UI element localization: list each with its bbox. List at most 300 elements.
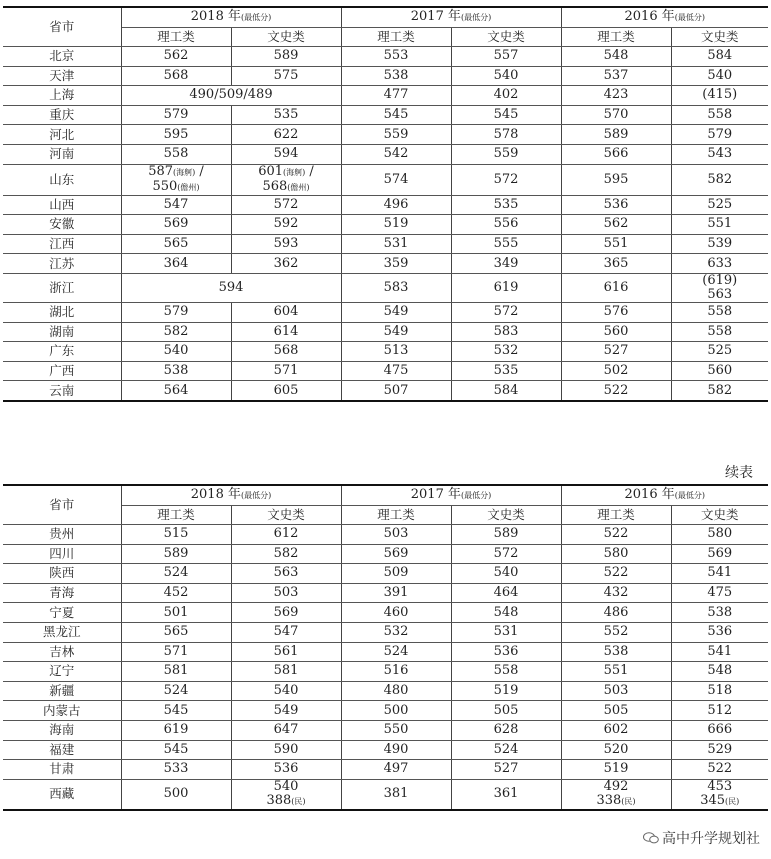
watermark-text: 高中升学规划社 (662, 831, 760, 847)
cell-value: 601 (258, 163, 284, 179)
table-row (3, 164, 768, 195)
cell-value: 595 (163, 126, 189, 142)
province-cell (3, 564, 121, 584)
province-name: 广东 (49, 343, 75, 359)
cell-value: 549 (273, 702, 299, 718)
cell-value: 541 (707, 565, 733, 581)
cell-value: 536 (707, 624, 733, 640)
score-cell (451, 273, 561, 302)
score-cell-split: 587(海舸) / 550(儋州) (121, 164, 231, 195)
cell-value: 612 (273, 526, 299, 542)
cell-value: 359 (383, 255, 409, 271)
province-cell (3, 381, 121, 401)
cell-value: 540 (493, 67, 519, 83)
cell-value: 561 (273, 643, 299, 659)
province-cell (3, 361, 121, 381)
score-cell (121, 564, 231, 584)
cell-value: 522 (603, 526, 629, 542)
year-note: (最低分) (674, 491, 705, 500)
cell-value: 563 (707, 286, 733, 302)
score-cell (561, 86, 671, 106)
sci-label: 理工类 (597, 29, 635, 44)
cell-value: 552 (603, 624, 629, 640)
cell-value: 524 (383, 643, 409, 659)
score-cell (231, 47, 341, 67)
cell-value: 536 (273, 761, 299, 777)
cell-value: 562 (603, 216, 629, 232)
cell-value: 565 (163, 236, 189, 252)
score-cell (561, 302, 671, 322)
header-sci (121, 506, 231, 525)
score-cell (451, 66, 561, 86)
province-cell (3, 164, 121, 195)
score-cell-split: 492 338(民) (561, 779, 671, 810)
score-cell (671, 47, 768, 67)
score-cell-split: 540 388(民) (231, 779, 341, 810)
score-cell (561, 125, 671, 145)
year-label: 2018 年 (190, 9, 241, 24)
score-cell (561, 525, 671, 545)
arts-label: 文史类 (700, 507, 739, 522)
cell-value: 388 (266, 792, 292, 808)
cell-value: 381 (383, 786, 409, 802)
cell-value: 522 (603, 382, 629, 398)
score-cell (231, 254, 341, 274)
score-cell (451, 125, 561, 145)
cell-value: (415) (702, 87, 738, 103)
score-cell (451, 564, 561, 584)
cell-value: 548 (493, 604, 519, 620)
cell-value: 558 (707, 304, 733, 320)
cell-value: 575 (273, 67, 299, 83)
cell-value: 616 (603, 279, 629, 295)
cell-value: 582 (707, 171, 733, 187)
cell-value: 557 (493, 48, 519, 64)
arts-label: 文史类 (487, 29, 525, 44)
score-cell (671, 681, 768, 701)
cell-value: 503 (273, 585, 299, 601)
cell-value: 543 (707, 146, 733, 162)
header-sci (561, 506, 671, 525)
cell-value: 604 (273, 304, 299, 320)
score-cell-split: 453 345(民) (671, 779, 768, 810)
cell-value: 536 (493, 643, 519, 659)
province-cell (3, 105, 121, 125)
score-cell (231, 361, 341, 381)
score-cell (231, 720, 341, 740)
cell-value: 538 (383, 67, 409, 83)
score-cell (341, 66, 451, 86)
score-cell (561, 254, 671, 274)
score-cell (121, 779, 231, 810)
cell-value: 576 (603, 304, 629, 320)
score-cell (671, 254, 768, 274)
province-cell (3, 525, 121, 545)
header-year (121, 7, 341, 28)
province-cell (3, 86, 121, 106)
cell-value: 486 (603, 604, 629, 620)
score-cell (451, 583, 561, 603)
cell-value: 503 (383, 526, 409, 542)
cell-value: 512 (707, 702, 733, 718)
cell-value: 558 (707, 323, 733, 339)
score-cell (121, 322, 231, 342)
cell-value: 501 (163, 604, 189, 620)
score-cell (121, 662, 231, 682)
table-row (3, 681, 768, 701)
province-name: 北京 (49, 48, 75, 64)
table-row (3, 525, 768, 545)
score-cell (341, 164, 451, 195)
cell-value: 560 (707, 363, 733, 379)
cell-value: 549 (383, 304, 409, 320)
score-cell (561, 215, 671, 235)
province-cell (3, 195, 121, 215)
arts-label: 文史类 (267, 507, 305, 522)
table-row (3, 105, 768, 125)
score-cell (341, 302, 451, 322)
score-cell (121, 603, 231, 623)
score-cell (341, 361, 451, 381)
province-name: 内蒙古 (42, 702, 81, 718)
cell-value: 362 (273, 255, 299, 271)
header-year (341, 485, 561, 506)
cell-value: 513 (383, 343, 409, 359)
score-cell (121, 760, 231, 780)
table-row (3, 544, 768, 564)
score-cell (451, 47, 561, 67)
score-cell (231, 66, 341, 86)
cell-value: 505 (603, 702, 629, 718)
score-table-1 (3, 6, 768, 402)
score-cell (671, 125, 768, 145)
province-name: 宁夏 (49, 604, 75, 620)
score-cell (451, 105, 561, 125)
cell-value: 550 (152, 178, 178, 194)
score-cell (341, 564, 451, 584)
score-cell (341, 662, 451, 682)
cell-value: 545 (493, 107, 519, 123)
cell-value: 666 (707, 722, 733, 738)
score-cell (341, 583, 451, 603)
score-cell (561, 662, 671, 682)
cell-value: 477 (383, 87, 409, 103)
header-arts (671, 506, 768, 525)
score-cell (231, 144, 341, 164)
cell-value: 579 (163, 107, 189, 123)
cell-value: 503 (603, 683, 629, 699)
cell-value: 582 (707, 382, 733, 398)
arts-label: 文史类 (487, 507, 525, 522)
score-cell (671, 381, 768, 401)
cell-value: 579 (163, 304, 189, 320)
cell-value: 558 (493, 663, 519, 679)
year-label: 2017 年 (410, 9, 461, 24)
watermark (640, 827, 763, 849)
header-arts (451, 506, 561, 525)
score-cell (561, 681, 671, 701)
province-cell (3, 662, 121, 682)
cell-value: 361 (493, 786, 519, 802)
cell-value: 584 (707, 48, 733, 64)
score-cell (341, 642, 451, 662)
cell-value: 540 (163, 343, 189, 359)
score-cell (341, 622, 451, 642)
score-cell (231, 544, 341, 564)
score-cell (341, 47, 451, 67)
header-arts (231, 506, 341, 525)
cell-value: 579 (707, 126, 733, 142)
score-cell (671, 760, 768, 780)
cell-value: 507 (383, 382, 409, 398)
cell-value: 559 (383, 126, 409, 142)
score-cell (451, 525, 561, 545)
table-row (3, 603, 768, 623)
score-cell (561, 322, 671, 342)
cell-value: 537 (603, 67, 629, 83)
score-cell (561, 760, 671, 780)
score-cell (561, 701, 671, 721)
province-cell (3, 302, 121, 322)
cell-value: 502 (603, 363, 629, 379)
province-cell (3, 342, 121, 362)
table-row (3, 342, 768, 362)
cell-value: 532 (493, 343, 519, 359)
cell-value: 592 (273, 216, 299, 232)
cell-value: 365 (603, 255, 629, 271)
header-arts (451, 28, 561, 47)
score-cell (231, 701, 341, 721)
score-cell (121, 583, 231, 603)
score-cell (121, 544, 231, 564)
cell-value: 572 (493, 545, 519, 561)
province-cell (3, 720, 121, 740)
cell-value: 492 (603, 778, 629, 794)
cell-value: 568 (273, 343, 299, 359)
cell-value: 522 (707, 761, 733, 777)
cell-value: 539 (707, 236, 733, 252)
score-cell (671, 622, 768, 642)
score-cell (121, 302, 231, 322)
table-row (3, 195, 768, 215)
cell-value: 490 (383, 741, 409, 757)
cell-value: 581 (163, 663, 189, 679)
cell-value: 349 (493, 255, 519, 271)
score-cell (671, 525, 768, 545)
table-row (3, 361, 768, 381)
table-row (3, 125, 768, 145)
header-sci (121, 28, 231, 47)
province-cell (3, 760, 121, 780)
cell-value: 582 (163, 323, 189, 339)
score-cell (231, 681, 341, 701)
score-cell (341, 322, 451, 342)
score-cell-split (671, 273, 768, 302)
province-name: 海南 (49, 722, 75, 738)
score-cell-merged (121, 86, 341, 106)
cell-value: 548 (707, 663, 733, 679)
cell-value: 535 (493, 363, 519, 379)
province-header-label: 省市 (49, 19, 75, 34)
cell-value: 633 (707, 255, 733, 271)
cell-value: 453 (707, 778, 733, 794)
score-cell (341, 525, 451, 545)
cell-value: 423 (603, 87, 629, 103)
cell-value: 531 (493, 624, 519, 640)
province-name: 江苏 (49, 255, 75, 271)
cell-value: 529 (707, 741, 733, 757)
province-cell (3, 622, 121, 642)
cell-value: 580 (603, 545, 629, 561)
score-cell (121, 215, 231, 235)
score-cell-split: 601(海舸) / 568(儋州) (231, 164, 341, 195)
score-cell (231, 564, 341, 584)
table-row (3, 144, 768, 164)
province-name: 新疆 (49, 683, 75, 699)
year-note: (最低分) (240, 491, 272, 500)
province-cell (3, 144, 121, 164)
cell-value: 589 (603, 126, 629, 142)
cell-value: 525 (707, 343, 733, 359)
score-cell (451, 681, 561, 701)
cell-value: 589 (163, 545, 189, 561)
score-cell (121, 622, 231, 642)
table-row (3, 662, 768, 682)
header-sci (341, 506, 451, 525)
province-cell (3, 273, 121, 302)
cell-value: 535 (493, 196, 519, 212)
cell-value: 562 (163, 48, 189, 64)
cell-value: 572 (493, 171, 519, 187)
cell-value: 555 (493, 236, 519, 252)
score-cell (671, 603, 768, 623)
score-table-2 (3, 484, 768, 811)
cell-value: 545 (383, 107, 409, 123)
cell-value: 540 (273, 778, 299, 794)
cell-value: 536 (603, 196, 629, 212)
score-cell (561, 144, 671, 164)
score-cell (561, 47, 671, 67)
province-cell (3, 66, 121, 86)
province-name: 浙江 (49, 279, 75, 295)
cell-value: 571 (273, 363, 299, 379)
score-cell (231, 105, 341, 125)
score-cell (561, 583, 671, 603)
cell-value: 338 (596, 792, 622, 808)
cell-value: 540 (493, 565, 519, 581)
province-cell (3, 47, 121, 67)
score-cell (341, 254, 451, 274)
table-row (3, 273, 768, 302)
table-row (3, 622, 768, 642)
province-cell (3, 544, 121, 564)
score-cell (341, 701, 451, 721)
score-cell (451, 234, 561, 254)
score-cell (231, 322, 341, 342)
score-cell (561, 105, 671, 125)
province-cell (3, 603, 121, 623)
continued-label: 续表 (725, 465, 753, 481)
cell-value: 520 (603, 741, 629, 757)
sci-label: 理工类 (377, 29, 415, 44)
cell-value: 563 (273, 565, 299, 581)
cell-value: 593 (273, 236, 299, 252)
score-cell (451, 144, 561, 164)
score-cell (451, 322, 561, 342)
score-cell (671, 662, 768, 682)
score-cell (341, 740, 451, 760)
score-cell (341, 86, 451, 106)
score-cell (671, 144, 768, 164)
header-year (561, 7, 768, 28)
table-row (3, 740, 768, 760)
cell-value: 540 (273, 683, 299, 699)
score-cell (671, 66, 768, 86)
cell-value: 584 (493, 382, 519, 398)
header-arts (231, 28, 341, 47)
province-name: 青海 (49, 585, 75, 601)
province-cell (3, 642, 121, 662)
cell-value: 475 (707, 585, 733, 601)
table-row (3, 760, 768, 780)
score-cell (561, 342, 671, 362)
cell-value: 532 (383, 624, 409, 640)
score-cell (341, 105, 451, 125)
cell-value: 572 (493, 304, 519, 320)
score-cell (121, 701, 231, 721)
cell-value: 480 (383, 683, 409, 699)
cell-value: 460 (383, 604, 409, 620)
year-note: (最低分) (240, 13, 272, 22)
cell-value: 564 (163, 382, 189, 398)
year-label: 2017 年 (410, 487, 461, 502)
score-cell (671, 302, 768, 322)
score-cell (341, 234, 451, 254)
score-cell (451, 701, 561, 721)
province-cell (3, 234, 121, 254)
arts-label: 文史类 (267, 29, 305, 44)
score-cell (341, 125, 451, 145)
table-row (3, 564, 768, 584)
table-row (3, 254, 768, 274)
score-cell (451, 254, 561, 274)
cell-value: 524 (163, 565, 189, 581)
score-cell (561, 622, 671, 642)
province-name: 贵州 (49, 526, 75, 542)
table-row (3, 234, 768, 254)
score-cell (671, 583, 768, 603)
score-cell (671, 701, 768, 721)
score-cell (561, 720, 671, 740)
cell-value: 524 (163, 683, 189, 699)
year-label: 2016 年 (624, 9, 675, 24)
cell-value: 527 (493, 761, 519, 777)
cell-value: 560 (603, 323, 629, 339)
score-cell (671, 720, 768, 740)
score-cell (121, 234, 231, 254)
cell-value: 569 (163, 216, 189, 232)
sci-label: 理工类 (377, 507, 415, 522)
year-note: (最低分) (460, 491, 492, 500)
province-name: 广西 (49, 363, 75, 379)
cell-value: 595 (603, 171, 629, 187)
cell-value: 572 (273, 196, 299, 212)
score-cell (671, 642, 768, 662)
header-year (121, 485, 341, 506)
cell-value: 475 (383, 363, 409, 379)
score-cell (451, 720, 561, 740)
cell-value: 582 (273, 545, 299, 561)
